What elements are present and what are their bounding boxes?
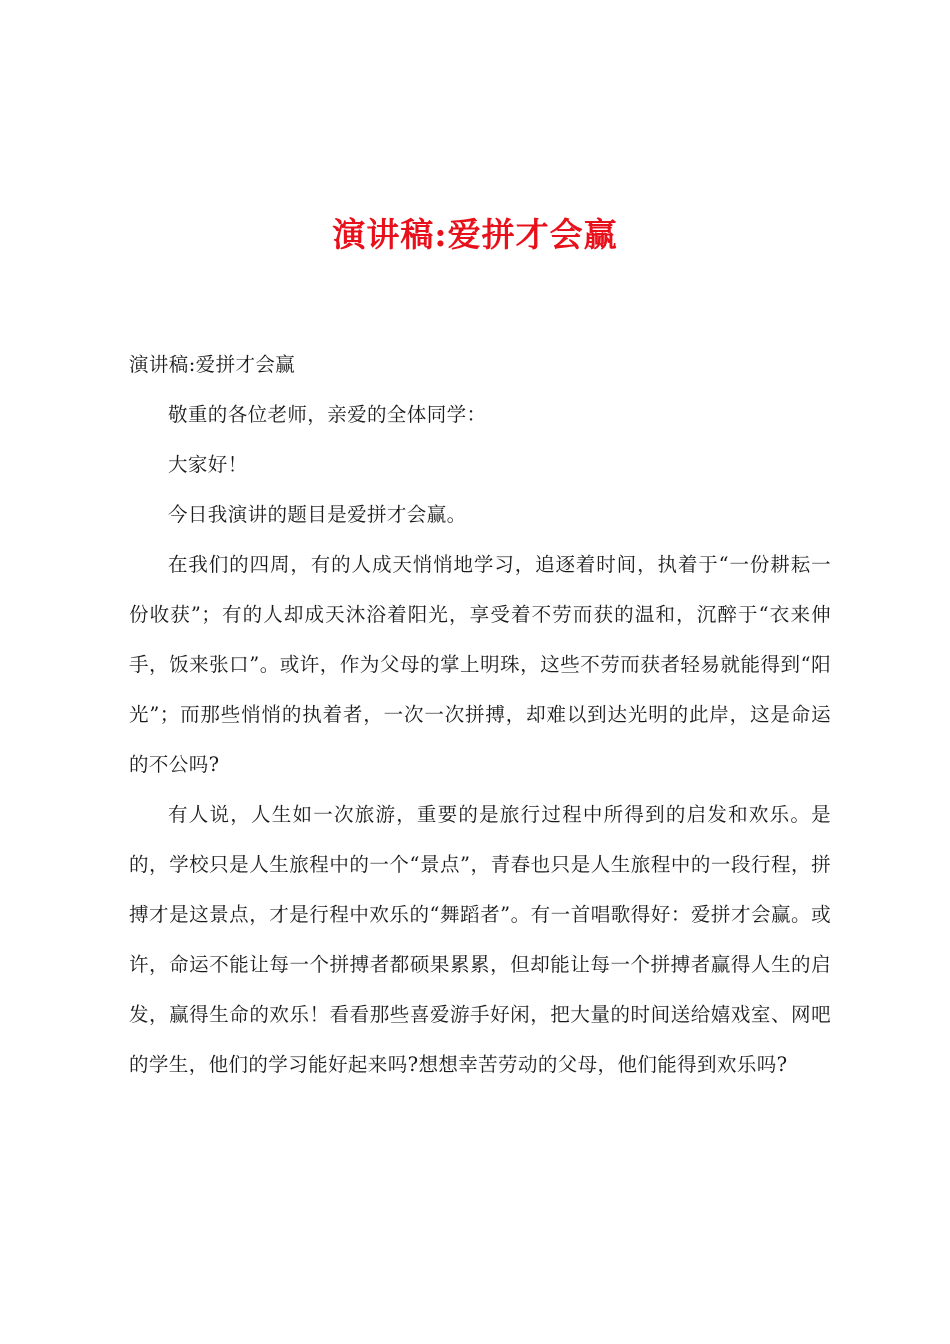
paragraph-topic: 今日我演讲的题目是爱拼才会赢。 <box>168 503 467 526</box>
body-heading: 演讲稿:爱拼才会赢 <box>129 353 296 376</box>
document-title: 演讲稿:爱拼才会赢 <box>332 215 618 254</box>
paragraph-body-1: 在我们的四周，有的人成天悄悄地学习，追逐着时间，执着于“一份耕耘一份收获”；有的人却成天沐浴着阳光，享受着不劳而获的温和，沉醉于“衣来伸手，饭来张口”。或许，作为父母的掌上明珠，这些不劳而获者轻易就能得到“阳光”；而那些悄悄的执着者，一次一次拼搏，却难以到达光明的此岸，这是命运的不公吗? <box>129 553 831 776</box>
document-body <box>129 340 831 1090</box>
paragraph-greeting: 敬重的各位老师，亲爱的全体同学： <box>168 403 487 426</box>
paragraph-hello: 大家好！ <box>168 453 248 476</box>
paragraph-body-2: 有人说，人生如一次旅游，重要的是旅行过程中所得到的启发和欢乐。是的，学校只是人生旅程中的一个“景点”，青春也只是人生旅程中的一段行程，拼搏才是这景点，才是行程中欢乐的“舞蹈者”。有一首唱歌得好：爱拼才会赢。或许，命运不能让每一个拼搏者都硕果累累，但却能让每一个拼搏者赢得人生的启发，赢得生命的欢乐！看看那些喜爱游手好闲，把大量的时间送给嬉戏室、网吧的学生，他们的学习能好起来吗?想想幸苦劳动的父母，他们能得到欢乐吗? <box>129 803 831 1076</box>
